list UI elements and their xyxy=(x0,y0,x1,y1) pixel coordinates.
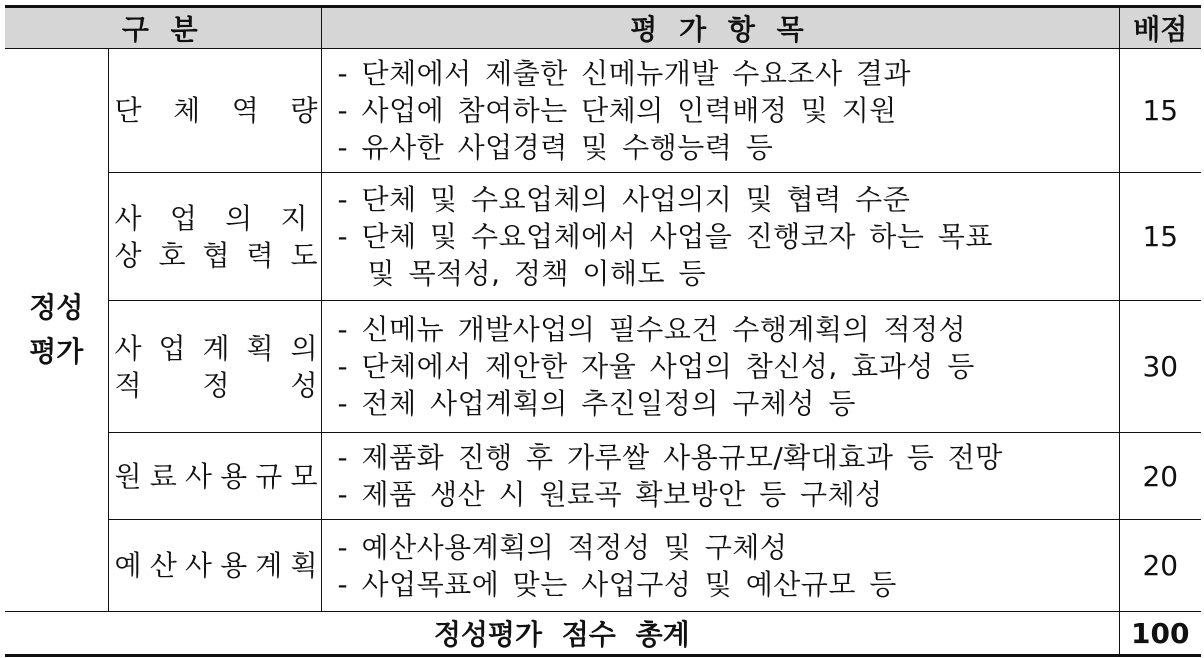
evaluation-table xyxy=(5,5,1201,657)
subcategory-line: 적 정 성 xyxy=(114,368,318,402)
total-label: 정성평가 점수 총계 xyxy=(5,612,1119,656)
category-line-1: 정성 xyxy=(29,291,84,324)
table-row xyxy=(5,49,1201,173)
score-cell: 20 xyxy=(1119,433,1201,520)
list-item: - 제품 생산 시 원료곡 확보방안 등 구체성 xyxy=(337,478,883,511)
list-item: - 사업에 참여하는 단체의 인력배정 및 지원 xyxy=(337,94,897,127)
list-item: - 예산사용계획의 적정성 및 구체성 xyxy=(337,530,788,564)
list-item: - 사업목표에 맞는 사업구성 및 예산규모 등 xyxy=(337,567,897,601)
table-row xyxy=(5,520,1201,612)
list-item: - 단체 및 수요업체의 사업의지 및 협력 수준 xyxy=(337,183,911,216)
subcategory-line: 원 료 사 용 규 모 xyxy=(114,459,318,493)
items-cell xyxy=(321,173,1119,301)
header-items: 평 가 항 목 xyxy=(321,7,1119,49)
header-category: 구 분 xyxy=(5,7,321,49)
score-cell: 20 xyxy=(1119,520,1201,612)
list-item: - 단체에서 제안한 자율 사업의 참신성, 효과성 등 xyxy=(337,350,975,383)
header-score: 배점 xyxy=(1119,7,1201,49)
subcategory-cell xyxy=(108,173,321,301)
list-item: - 유사한 사업경력 및 수행능력 등 xyxy=(337,131,774,164)
items-cell xyxy=(321,301,1119,433)
total-row xyxy=(5,612,1201,656)
subcategory-line: 사 업 계 획 의 xyxy=(114,331,318,365)
table-row xyxy=(5,173,1201,301)
score-cell: 30 xyxy=(1119,301,1201,433)
list-item: - 단체에서 제출한 신메뉴개발 수요조사 결과 xyxy=(337,57,911,90)
score-cell: 15 xyxy=(1119,173,1201,301)
list-item: 및 목적성, 정책 이해도 등 xyxy=(367,257,706,290)
items-cell xyxy=(321,49,1119,173)
subcategory-line: 상 호 협 력 도 xyxy=(114,238,318,272)
table-row xyxy=(5,433,1201,520)
header-row xyxy=(5,7,1201,49)
total-score: 100 xyxy=(1119,612,1201,656)
subcategory-cell xyxy=(108,520,321,612)
subcategory-line: 단 체 역 량 xyxy=(114,94,318,127)
items-cell xyxy=(321,433,1119,520)
subcategory-cell xyxy=(108,49,321,173)
table-row xyxy=(5,301,1201,433)
list-item: - 단체 및 수요업체에서 사업을 진행코자 하는 목표 xyxy=(337,220,993,253)
list-item: - 신메뉴 개발사업의 필수요건 수행계획의 적정성 xyxy=(337,313,967,346)
items-cell xyxy=(321,520,1119,612)
category-cell xyxy=(5,49,108,612)
subcategory-cell xyxy=(108,433,321,520)
category-line-2: 평가 xyxy=(29,335,84,368)
list-item: - 전체 사업계획의 추진일정의 구체성 등 xyxy=(337,387,856,420)
subcategory-line: 사 업 의 지 xyxy=(114,201,308,235)
subcategory-cell xyxy=(108,301,321,433)
subcategory-line: 예 산 사 용 계 획 xyxy=(114,549,318,582)
list-item: - 제품화 진행 후 가루쌀 사용규모/확대효과 등 전망 xyxy=(337,441,1003,474)
score-cell: 15 xyxy=(1119,49,1201,173)
